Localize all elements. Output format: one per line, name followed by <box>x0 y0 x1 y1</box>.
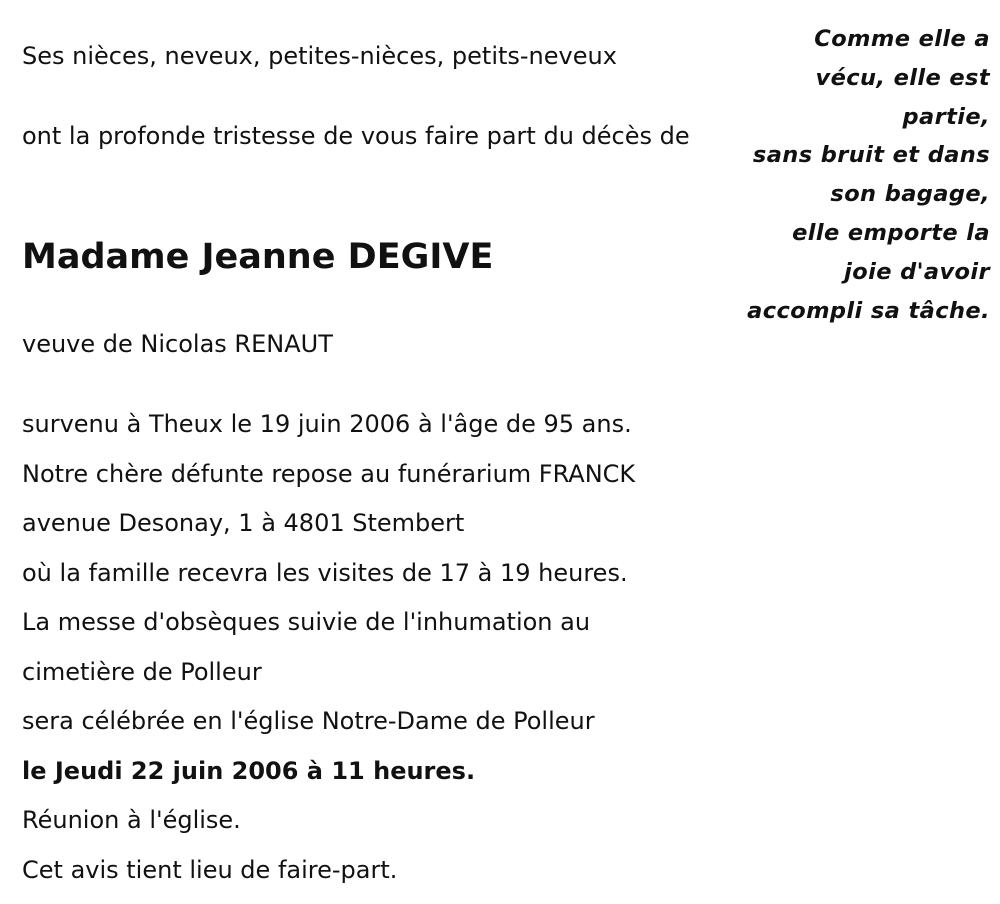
memorial-poem <box>740 20 990 330</box>
poem-line: elle emporte la <box>792 219 990 246</box>
poem-line: vécu, elle est <box>815 64 990 91</box>
detail-line: avenue Desonay, 1 à 4801 Stembert <box>22 509 465 537</box>
poem-line: partie, <box>902 103 990 130</box>
announcement-text: ont la profonde tristesse de vous faire part du décès de <box>22 122 690 150</box>
detail-line: survenu à Theux le 19 juin 2006 à l'âge de 95 ans. <box>22 410 632 438</box>
family-intro: Ses nièces, neveux, petites-nièces, petits-neveux <box>22 42 617 70</box>
poem-line: son bagage, <box>830 181 990 208</box>
detail-line: Cet avis tient lieu de faire-part. <box>22 855 398 884</box>
poem-line: Comme elle a <box>814 26 990 52</box>
poem-line: sans bruit et dans <box>752 142 990 169</box>
ceremony-date: le Jeudi 22 juin 2006 à 11 heures. <box>22 756 476 785</box>
detail-line: sera célébrée en l'église Notre-Dame de Polleur <box>22 707 595 735</box>
poem-line: joie d'avoir <box>844 258 990 285</box>
detail-line: La messe d'obsèques suivie de l'inhumation au <box>22 608 591 636</box>
funeral-details <box>22 404 737 899</box>
deceased-name: Madame Jeanne DEGIVE <box>22 237 494 277</box>
detail-line: où la famille recevra les visites de 17 à 19 heures. <box>22 558 628 587</box>
poem-line: accompli sa tâche. <box>747 297 990 324</box>
detail-line: Réunion à l'église. <box>22 806 241 834</box>
widow-of: veuve de Nicolas RENAUT <box>22 330 333 358</box>
detail-line: cimetière de Polleur <box>22 657 262 686</box>
detail-line: Notre chère défunte repose au funérarium FRANCK <box>22 459 636 488</box>
